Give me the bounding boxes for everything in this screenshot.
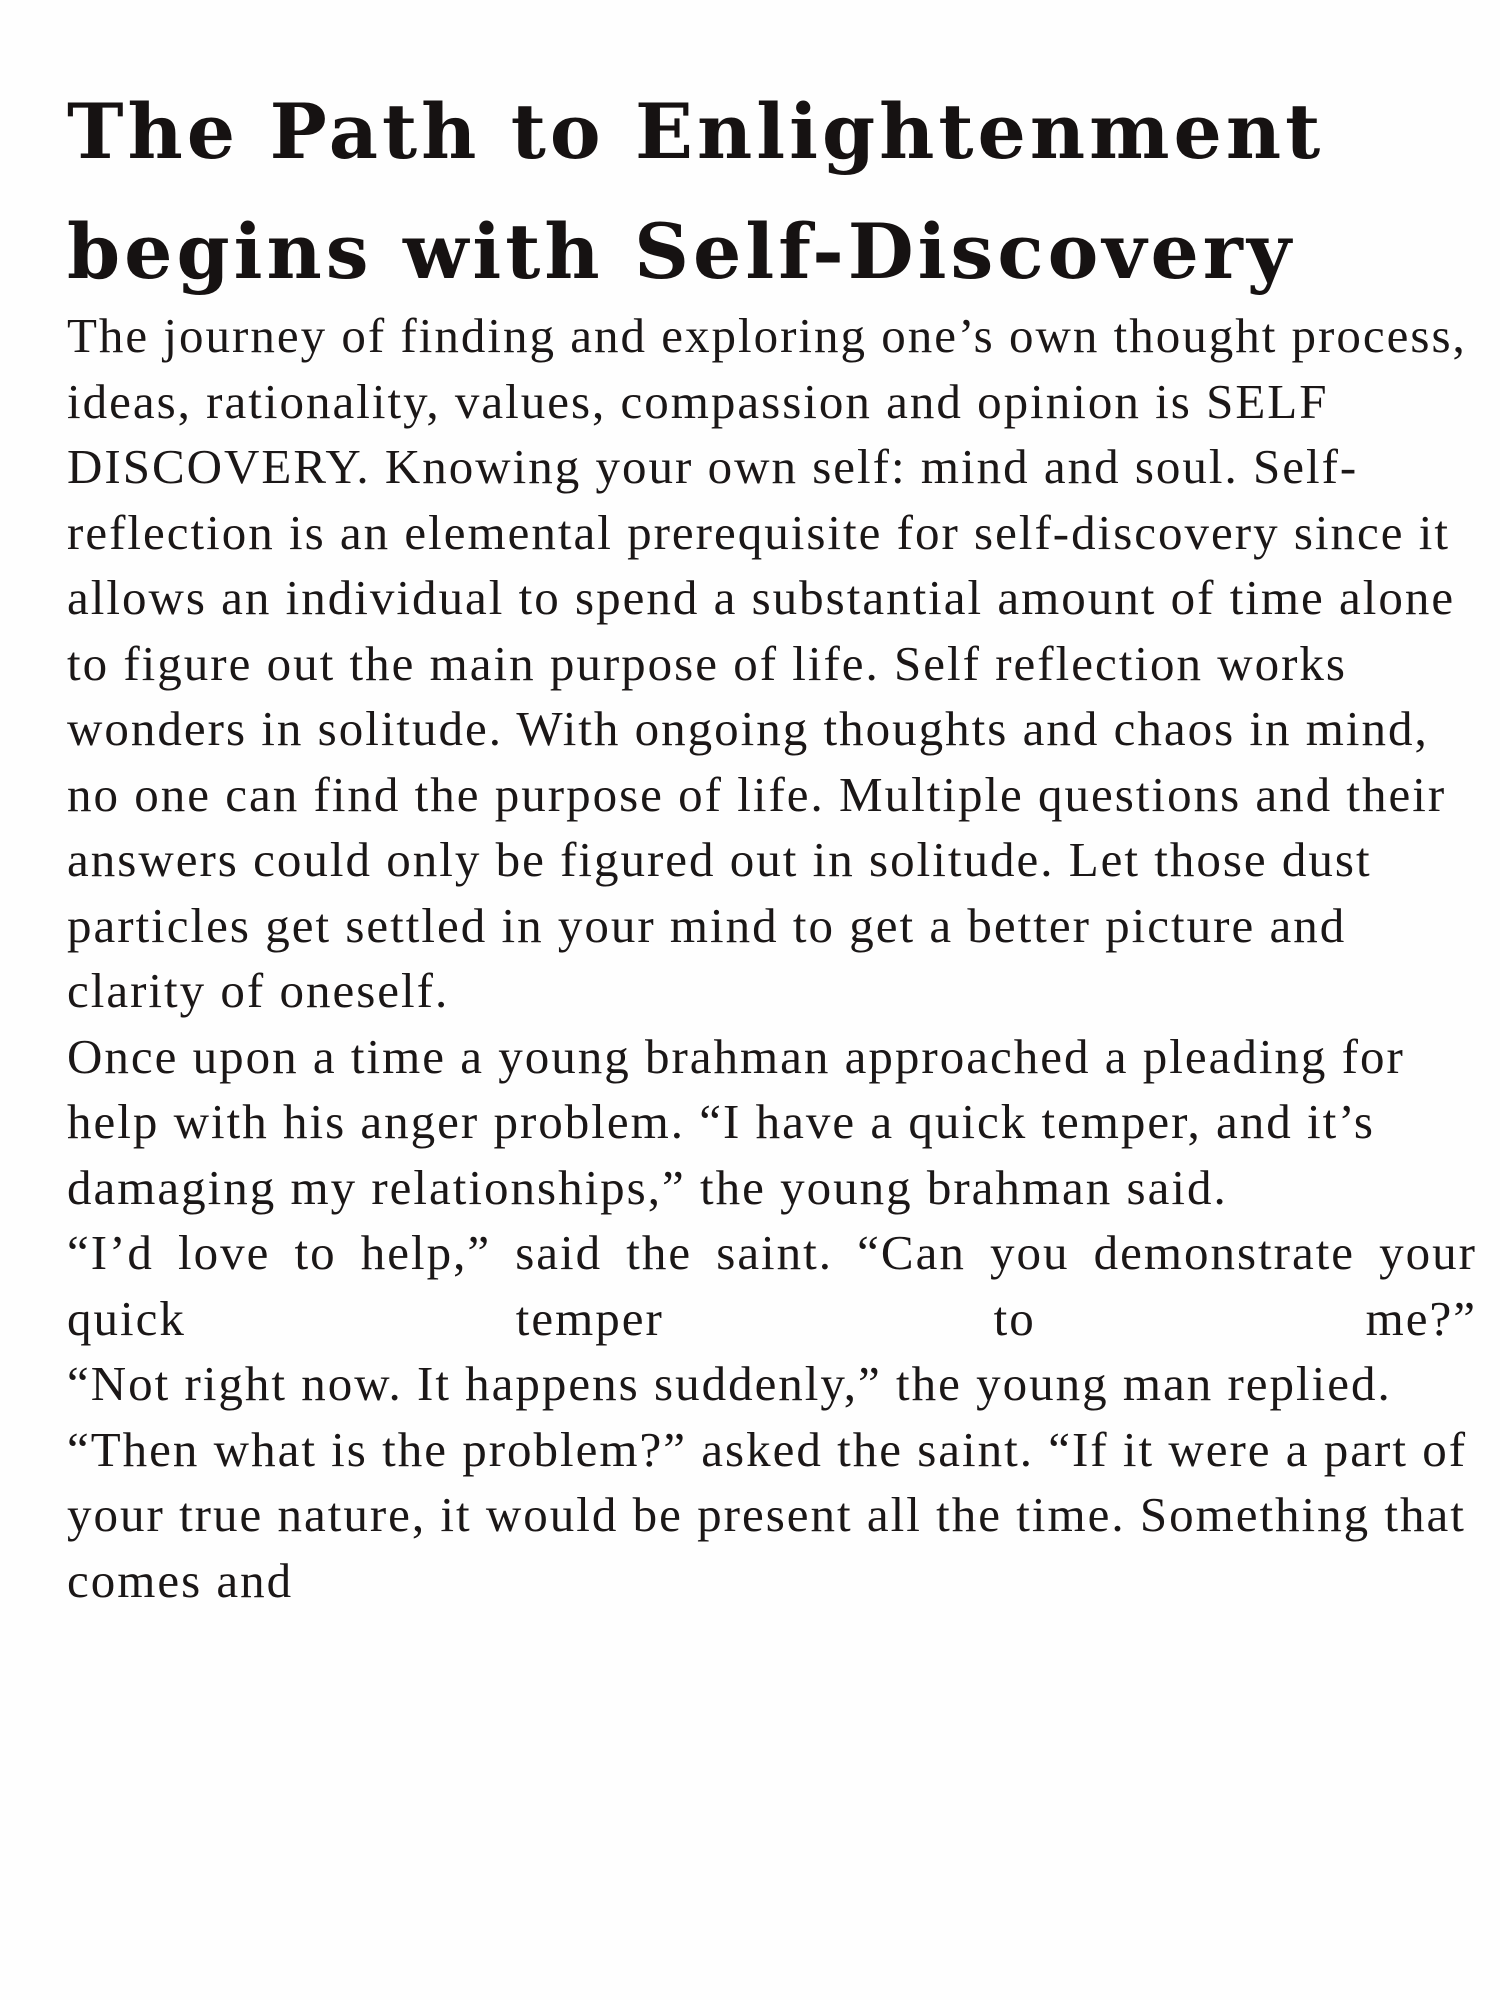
article-title (67, 72, 1487, 312)
article-body (67, 303, 1477, 1613)
title-line-2: begins with Self-Discovery (67, 207, 1296, 296)
paragraph-self-discovery: The journey of finding and exploring one’s own thought process, ideas, rationality, values, compassion and opinion is SELF DISCOVERY. Knowing your own self: mind and soul. Self-reflection is an elemental prerequisite for self-discovery since it allows an individual to spend a substantial amount of time alone to figure out the main purpose of life. Self reflection works wonders in solitude. With ongoing thoughts and chaos in mind, no one can find the purpose of life. Multiple questions and their answers could only be figured out in solitude. Let those dust particles get settled in your mind to get a better picture and clarity of oneself. (67, 308, 1467, 1018)
paragraph-saint-reply: “I’d love to help,” said the saint. “Can you demonstrate your quick temper to me?” (67, 1225, 1477, 1346)
title-line-1: The Path to Enlightenment (67, 87, 1325, 176)
paragraph-brahman-story: Once upon a time a young brahman approached a pleading for help with his anger problem. “I have a quick temper, and it’s damaging my relationships,” the young brahman said. (67, 1028, 1405, 1215)
paragraph-saint-question: “Then what is the problem?” asked the saint. “If it were a part of your true nature, it would be present all the time. Something that comes and (67, 1421, 1468, 1608)
paragraph-young-man-reply: “Not right now. It happens suddenly,” the young man replied. (67, 1356, 1392, 1411)
